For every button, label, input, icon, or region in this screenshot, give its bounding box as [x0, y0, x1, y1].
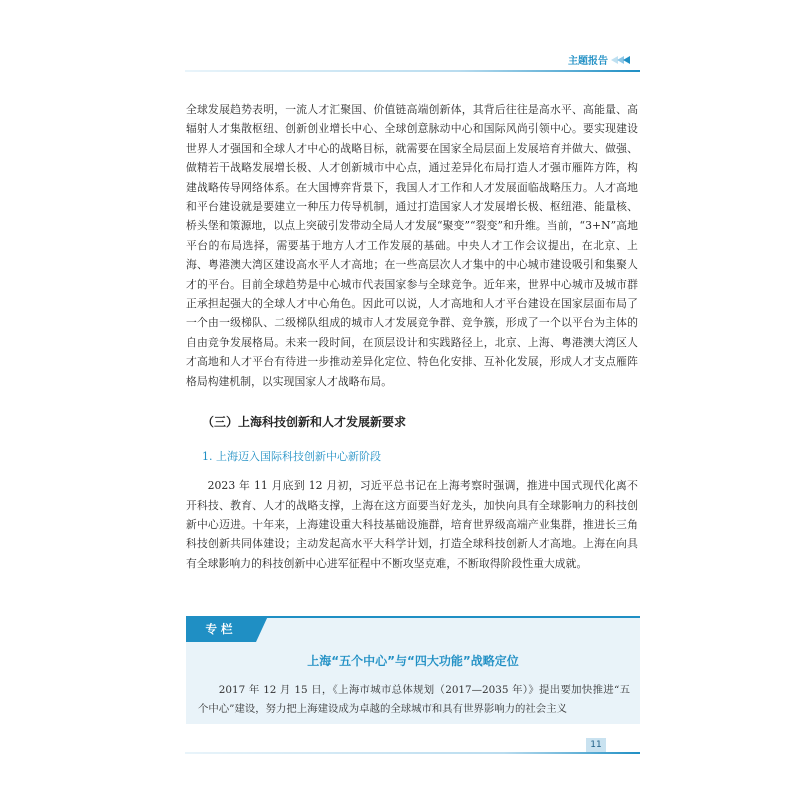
section-paragraph: 2023 年 11 月底到 12 月初，习近平总书记在上海考察时强调，推进中国式现代化离不开科技、教育、人才的战略支撑，上海在这方面要当好龙头，加快向具有全球影响力的科技创新中心迈进。十年来，上海建设重大科技基础设施群，培育世界级高端产业集群，推进长三角科技创新共同体建设；主动发起高水平大科学计划，打造全球科技创新人才高地。上海在向具有全球影响力的科技创新中心进军征程中不断攻坚克难，不断取得阶段性重大成就。 — [186, 479, 638, 570]
box-title: 上海“五个中心”与“四大功能”战略定位 — [307, 654, 519, 668]
box-top-border — [256, 616, 640, 618]
running-header — [568, 52, 630, 67]
footer-divider — [185, 752, 640, 754]
sidebar-box — [186, 616, 640, 724]
box-tab-label: 专栏 — [186, 616, 256, 642]
subsection-heading: 1. 上海迈入国际科技创新中心新阶段 — [202, 450, 381, 464]
section-heading: （三）上海科技创新和人才发展新要求 — [202, 415, 407, 430]
page-body — [186, 100, 638, 573]
box-text: 2017 年 12 月 15 日，《上海市城市总体规划（2017—2035 年）》提出要加快推进“五个中心”建设，努力把上海建设成为卓越的全球城市和具有世界影响力的社会主义 — [198, 684, 630, 715]
triple-arrow-icon — [612, 56, 630, 64]
header-divider — [185, 70, 640, 72]
body-paragraph: 全球发展趋势表明，一流人才汇聚国、价值链高端创新体，其背后往往是高水平、高能量、高辐射人才集散枢纽、创新创业增长中心、全球创意脉动中心和国际风尚引领中心。要实现建设世界人才强国和全球人才中心的战略目标，就需要在国家全局层面上发展培育并做大、做强、做精若干战略发展增长极、人才创新城市中心点，通过差异化布局打造人才强市雁阵方阵，构建战略传导网络体系。在大国博弈背景下，我国人才工作和人才发展面临战略压力。人才高地和平台建设就是要建立一种压力传导机制，通过打造国家人才发展增长极、枢纽港、能量核、桥头堡和策源地，以点上突破引发带动全局人才发展“聚变”“裂变”和升维。当前，“3+N”高地平台的布局选择，需要基于地方人才工作发展的基础。中央人才工作会议提出，在北京、上海、粤港澳大湾区建设高水平人才高地；在一些高层次人才集中的中心城市建设吸引和集聚人才的平台。目前全球趋势是中心城市代表国家参与全球竞争。近年来，世界中心城市及城市群正承担起强大的全球人才中心角色。因此可以说，人才高地和人才平台建设在国家层面布局了一个由一级梯队、二级梯队组成的城市人才发展竞争群、竞争簇，形成了一个以平台为主体的自由竞争发展格局。未来一段时间，在顶层设计和实践路径上，北京、上海、粤港澳大湾区人才高地和人才平台有待进一步推动差异化定位、特色化安排、互补化发展，形成人才支点雁阵格局构建机制，以实现国家人才战略布局。 — [186, 103, 638, 388]
page-number: 11 — [586, 738, 606, 752]
section-label: 主题报告 — [568, 56, 608, 67]
